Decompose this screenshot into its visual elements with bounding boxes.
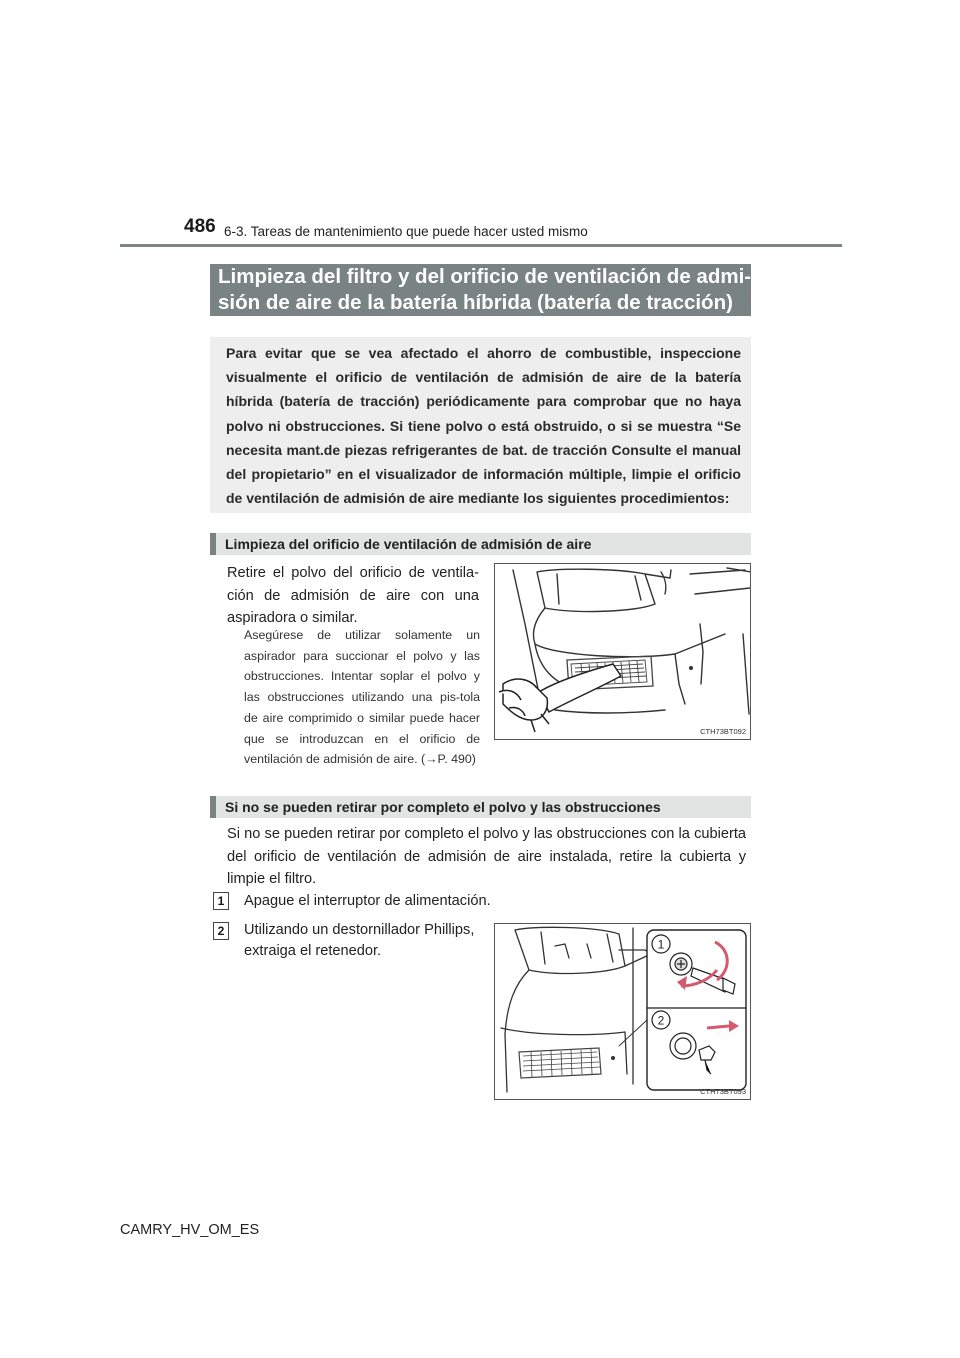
step-2-text: Utilizando un destornillador Phillips, extraiga el retenedor. [244, 922, 475, 959]
page-title-line-2: sión de aire de la batería híbrida (batería de tracción) [218, 291, 733, 314]
figure-code: CTH73BT093 [700, 1087, 746, 1096]
section1-body: Retire el polvo del orificio de ventila-ción de admisión de aire con una aspiradora o similar. [227, 565, 479, 626]
footer-doc-code: CAMRY_HV_OM_ES [120, 1222, 260, 1238]
section1-note: Asegúrese de utilizar solamente un aspirador para succionar el polvo y las obstrucciones. Intentar soplar el polvo y las obstrucciones utilizando una pis-tola de aire comprimido o similar puede hacer que se introduzcan en el orificio de ventilación de admisión de aire. (→P. 490) [244, 628, 480, 767]
figure-remove-retainer [494, 923, 751, 1100]
header-rule [120, 244, 842, 247]
step-1-text: Apague el interruptor de alimentación. [244, 893, 491, 909]
illustration-retainer [495, 924, 751, 1100]
section2-body: Si no se pueden retirar por completo el polvo y las obstrucciones con la cubierta del orificio de ventilación de admisión de aire instalada, retire la cubierta y limpie el filtro. [227, 826, 746, 887]
page-title-line-1: Limpieza del filtro y del orificio de ventilación de admi- [218, 265, 752, 288]
page-title [210, 264, 751, 316]
figure-vacuum-cleaning [494, 563, 751, 740]
callout-1: 1 [657, 937, 665, 952]
page-number: 486 [184, 216, 216, 237]
illustration-vacuum-vent [495, 564, 751, 740]
section-title: 6-3. Tareas de mantenimiento que puede hacer usted mismo [224, 224, 588, 239]
section-heading-clean-vent: Limpieza del orificio de ventilación de admisión de aire [210, 533, 751, 555]
section-heading-remove-filter: Si no se pueden retirar por completo el polvo y las obstrucciones [210, 796, 751, 818]
step-number-2: 2 [213, 922, 229, 940]
intro-box: Para evitar que se vea afectado el ahorro de combustible, inspeccione visualmente el orificio de ventilación de admisión de aire de la batería híbrida (batería de tracción) periódicamente para comprobar que no haya polvo ni obstrucciones. Si tiene polvo o está obstruido, o si se muestra “Se necesita mant.de piezas refrigerantes de bat. de tracción Consulte el manual del propietario” en el visualizador de información múltiple, limpie el orificio de ventilación de admisión de aire mediante los siguientes procedimientos: [210, 337, 751, 513]
step-number-1: 1 [213, 892, 229, 910]
callout-2: 2 [657, 1013, 665, 1028]
figure-code: CTH73BT092 [700, 727, 746, 736]
